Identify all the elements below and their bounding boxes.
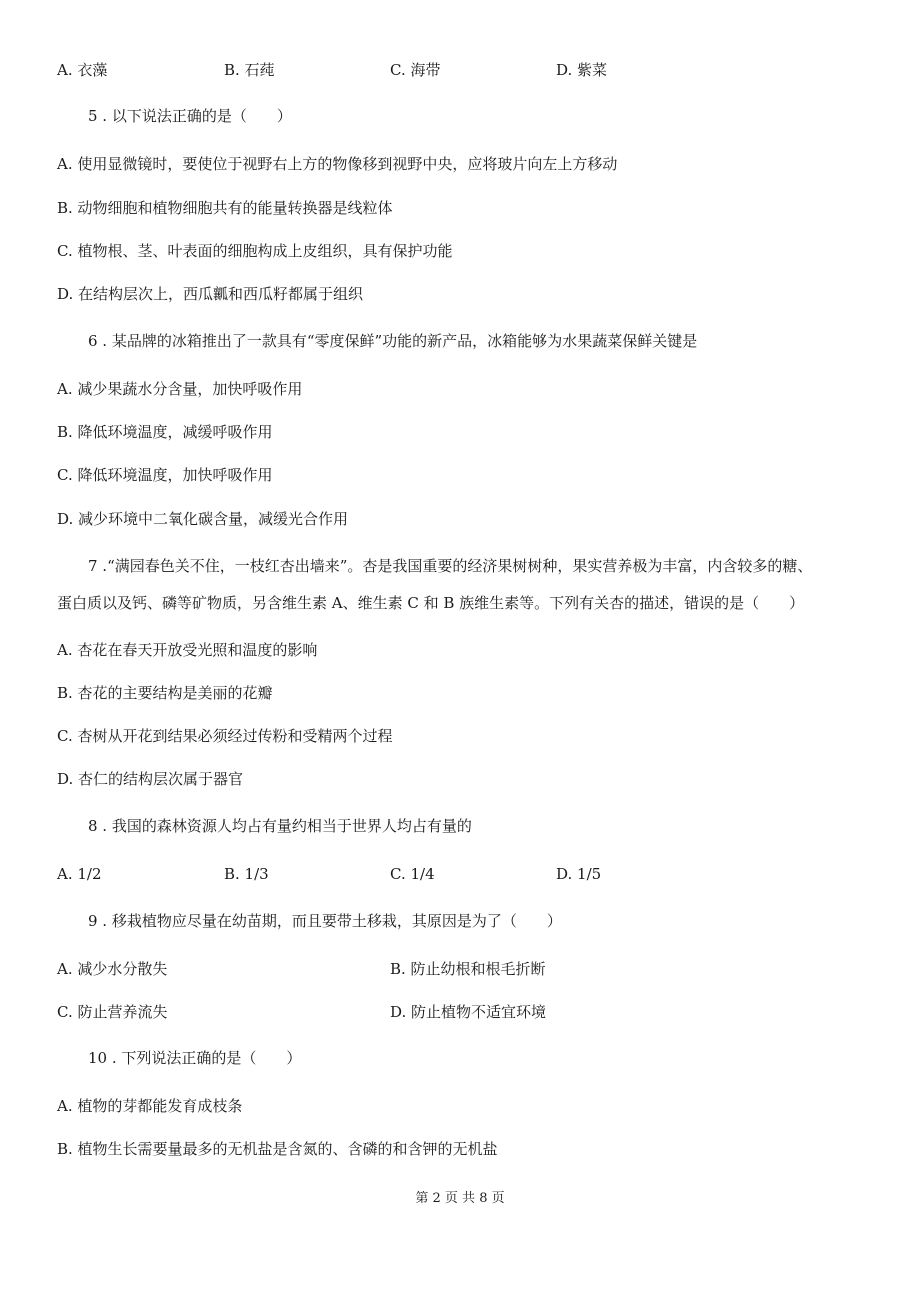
q8-option-c: C. 1/4 xyxy=(390,865,435,883)
q8-stem: 8 . 我国的森林资源人均占有量约相当于世界人均占有量的 xyxy=(88,817,472,835)
q7-option-c: C. 杏树从开花到结果必须经过传粉和受精两个过程 xyxy=(57,727,393,745)
q5-option-d: D. 在结构层次上，西瓜瓤和西瓜籽都属于组织 xyxy=(57,285,364,303)
q8-option-a: A. 1/2 xyxy=(57,865,102,883)
q6-stem: 6 . 某品牌的冰箱推出了一款具有“零度保鲜”功能的新产品，冰箱能够为水果蔬菜保鲜关键是 xyxy=(88,332,698,350)
q5-option-a: A. 使用显微镜时，要使位于视野右上方的物像移到视野中央，应将玻片向左上方移动 xyxy=(57,155,618,173)
q7-stem-line1: 7 .“满园春色关不住，一枝红杏出墙来”。杏是我国重要的经济果树树种，果实营养极为丰富，内含较多的糖、 xyxy=(88,557,813,575)
q7-option-d: D. 杏仁的结构层次属于器官 xyxy=(57,770,244,788)
q5-stem: 5 . 以下说法正确的是（ ） xyxy=(88,107,292,125)
q10-stem: 10 . 下列说法正确的是（ ） xyxy=(88,1049,302,1067)
q5-option-c: C. 植物根、茎、叶表面的细胞构成上皮组织，具有保护功能 xyxy=(57,242,453,260)
q9-option-a: A. 减少水分散失 xyxy=(57,960,168,978)
q7-option-b: B. 杏花的主要结构是美丽的花瓣 xyxy=(57,684,273,702)
q9-option-d: D. 防止植物不适宜环境 xyxy=(390,1003,547,1021)
page-number-footer: 第 2 页 共 8 页 xyxy=(415,1191,505,1206)
q9-option-c: C. 防止营养流失 xyxy=(57,1003,168,1021)
q6-option-d: D. 减少环境中二氧化碳含量，减缓光合作用 xyxy=(57,510,349,528)
q7-stem-line2: 蛋白质以及钙、磷等矿物质，另含维生素 A、维生素 C 和 B 族维生素等。下列有关杏的描述，错误的是（ ） xyxy=(57,594,805,612)
q5-option-b: B. 动物细胞和植物细胞共有的能量转换器是线粒体 xyxy=(57,199,393,217)
q10-option-a: A. 植物的芽都能发育成枝条 xyxy=(57,1097,243,1115)
q8-option-d: D. 1/5 xyxy=(556,865,602,883)
q7-option-a: A. 杏花在春天开放受光照和温度的影响 xyxy=(57,641,318,659)
q9-option-b: B. 防止幼根和根毛折断 xyxy=(390,960,546,978)
q4-option-c: C. 海带 xyxy=(390,61,441,79)
q6-option-a: A. 减少果蔬水分含量，加快呼吸作用 xyxy=(57,380,303,398)
q6-option-b: B. 降低环境温度，减缓呼吸作用 xyxy=(57,423,273,441)
q8-option-b: B. 1/3 xyxy=(224,865,269,883)
q6-option-c: C. 降低环境温度，加快呼吸作用 xyxy=(57,466,273,484)
q10-option-b: B. 植物生长需要量最多的无机盐是含氮的、含磷的和含钾的无机盐 xyxy=(57,1140,498,1158)
q4-option-d: D. 紫菜 xyxy=(556,61,608,79)
q4-option-b: B. 石莼 xyxy=(224,61,275,79)
q4-option-a: A. 衣藻 xyxy=(57,61,108,79)
q9-stem: 9 . 移栽植物应尽量在幼苗期，而且要带土移栽，其原因是为了（ ） xyxy=(88,912,562,930)
